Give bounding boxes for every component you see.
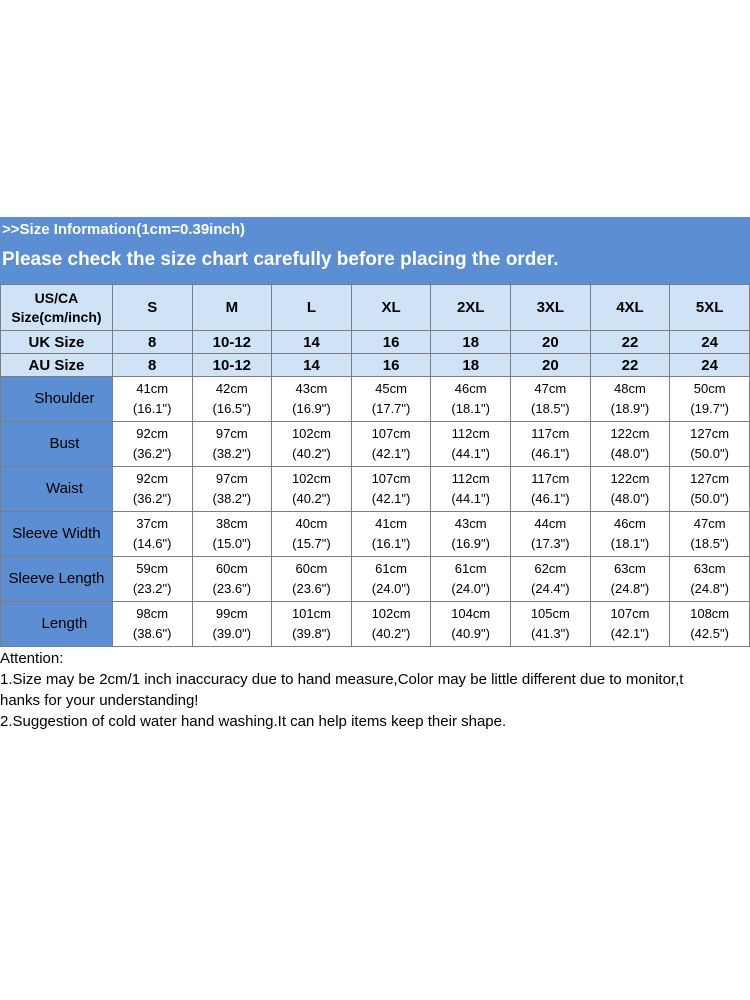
au-size-cell: 8: [112, 354, 192, 377]
size-header-cell: 3XL: [511, 285, 591, 331]
inch-value: (46.1"): [531, 491, 570, 506]
size-header-cell: 5XL: [670, 285, 750, 331]
measurement-row: [1, 602, 750, 647]
measurement-cell: [112, 467, 192, 512]
size-info-title: >>Size Information(1cm=0.39inch): [2, 221, 245, 238]
cm-value: 63cm: [614, 561, 646, 576]
uk-size-cell: 16: [351, 331, 431, 354]
inch-value: (24.8"): [610, 581, 650, 596]
measurement-cell: [192, 467, 272, 512]
inch-value: (36.2"): [132, 446, 172, 461]
inch-value: (14.6"): [132, 536, 172, 551]
cm-value: 41cm: [136, 381, 169, 396]
uk-size-cell: 14: [272, 331, 352, 354]
inch-value: (16.1"): [132, 401, 172, 416]
uk-size-label: UK Size: [1, 331, 113, 354]
cm-value: 46cm: [454, 381, 487, 396]
cm-value: 44cm: [534, 516, 567, 531]
cm-value: 63cm: [693, 561, 726, 576]
cm-value: 107cm: [371, 426, 411, 441]
measurement-cell: [351, 512, 431, 557]
measurement-cell: [670, 557, 750, 602]
size-check-notice: Please check the size chart carefully before placing the order.: [2, 249, 559, 270]
inch-value: (16.9"): [292, 401, 331, 416]
au-size-cell: 16: [351, 354, 431, 377]
uk-size-cell: 10-12: [192, 331, 272, 354]
measurement-row: [1, 467, 750, 512]
cm-value: 48cm: [614, 381, 646, 396]
cm-value: 45cm: [375, 381, 407, 396]
inch-value: (48.0"): [610, 446, 650, 461]
measurement-cell: [431, 377, 511, 422]
inch-value: (46.1"): [531, 446, 570, 461]
attention-note-1: 1.Size may be 2cm/1 inch inaccuracy due to hand measure,Color may be little different due to monitor,t: [0, 671, 684, 688]
inch-value: (40.9"): [451, 626, 490, 641]
measurement-label: [1, 557, 113, 602]
cm-value: 101cm: [291, 606, 331, 621]
attention-note-2: 2.Suggestion of cold water hand washing.It can help items keep their shape.: [0, 713, 507, 730]
measurement-cell: [351, 422, 431, 467]
size-chart-card: [0, 217, 750, 647]
measurement-label: [1, 512, 113, 557]
measurement-cell: [431, 557, 511, 602]
measurement-cell: [112, 512, 192, 557]
inch-value: (50.0"): [690, 446, 729, 461]
cm-value: 37cm: [136, 516, 169, 531]
inch-value: (40.2"): [371, 626, 411, 641]
inch-value: (38.6"): [132, 626, 172, 641]
measurement-cell: [590, 377, 670, 422]
measurement-cell: [511, 512, 591, 557]
inch-value: (38.2"): [212, 491, 252, 506]
measurement-row: [1, 512, 750, 557]
inch-value: (48.0"): [610, 491, 650, 506]
measurement-cell: [272, 512, 352, 557]
measurement-label: [1, 422, 113, 467]
cm-value: 102cm: [291, 426, 331, 441]
measurement-cell: [192, 377, 272, 422]
measurement-label: [1, 377, 113, 422]
inch-value: (42.1"): [371, 491, 411, 506]
uk-size-cell: 18: [431, 331, 511, 354]
inch-value: (40.2"): [292, 446, 331, 461]
cm-value: 50cm: [693, 381, 726, 396]
cm-value: 127cm: [690, 471, 730, 486]
size-header-cell: 2XL: [431, 285, 511, 331]
measurement-label-text: Sleeve Length: [8, 570, 105, 587]
attention-notes: [0, 648, 750, 732]
measurement-cell: [431, 422, 511, 467]
au-size-label: AU Size: [1, 354, 113, 377]
cm-value: 127cm: [690, 426, 730, 441]
size-header-cell: 4XL: [590, 285, 670, 331]
inch-value: (42.5"): [690, 626, 729, 641]
size-header-cell: M: [192, 285, 272, 331]
measurement-cell: [272, 557, 352, 602]
measurement-cell: [192, 557, 272, 602]
inch-value: (17.7"): [371, 401, 411, 416]
inch-value: (40.2"): [292, 491, 331, 506]
uk-size-cell: 22: [590, 331, 670, 354]
cm-value: 102cm: [291, 471, 331, 486]
au-size-cell: 18: [431, 354, 511, 377]
au-size-cell: 14: [272, 354, 352, 377]
inch-value: (24.8"): [690, 581, 729, 596]
measurement-cell: [511, 467, 591, 512]
measurement-cell: [272, 602, 352, 647]
measurement-cell: [670, 602, 750, 647]
size-info-banner: [0, 217, 750, 284]
measurement-cell: [351, 557, 431, 602]
measurement-cell: [272, 377, 352, 422]
inch-value: (50.0"): [690, 491, 729, 506]
cm-value: 117cm: [531, 471, 570, 486]
cm-value: 43cm: [295, 381, 328, 396]
measurement-cell: [351, 602, 431, 647]
measurement-label-text: Shoulder: [34, 390, 95, 407]
measurement-cell: [511, 557, 591, 602]
inch-value: (16.9"): [451, 536, 490, 551]
cm-value: 47cm: [693, 516, 726, 531]
au-size-cell: 22: [590, 354, 670, 377]
inch-value: (39.8"): [292, 626, 331, 641]
cm-value: 99cm: [215, 606, 248, 621]
inch-value: (19.7"): [690, 401, 729, 416]
measurement-cell: [511, 422, 591, 467]
inch-value: (23.6"): [212, 581, 252, 596]
measurement-cell: [351, 377, 431, 422]
inch-value: (44.1"): [451, 446, 490, 461]
size-table: [0, 284, 750, 647]
cm-value: 59cm: [136, 561, 169, 576]
measurement-cell: [272, 422, 352, 467]
measurement-cell: [112, 557, 192, 602]
measurement-cell: [670, 467, 750, 512]
measurement-cell: [192, 602, 272, 647]
inch-value: (41.3"): [531, 626, 570, 641]
measurement-label-text: Bust: [49, 435, 80, 452]
cm-value: 122cm: [610, 426, 650, 441]
corner-label-line2: Size(cm/inch): [11, 308, 102, 325]
inch-value: (16.1"): [371, 536, 411, 551]
cm-value: 104cm: [451, 606, 491, 621]
cm-value: 102cm: [371, 606, 411, 621]
measurement-cell: [670, 377, 750, 422]
cm-value: 92cm: [136, 471, 169, 486]
cm-value: 108cm: [690, 606, 730, 621]
cm-value: 62cm: [534, 561, 567, 576]
uk-size-cell: 24: [670, 331, 750, 354]
size-header-cell: S: [112, 285, 192, 331]
us-size-header-row: [1, 285, 750, 331]
inch-value: (15.0"): [212, 536, 252, 551]
measurement-label-text: Length: [41, 615, 88, 632]
cm-value: 47cm: [534, 381, 567, 396]
measurement-cell: [511, 602, 591, 647]
au-size-row: [1, 354, 750, 377]
cm-value: 46cm: [614, 516, 646, 531]
inch-value: (24.4"): [531, 581, 570, 596]
measurement-cell: [112, 602, 192, 647]
inch-value: (24.0"): [371, 581, 411, 596]
cm-value: 107cm: [610, 606, 650, 621]
measurement-label: [1, 602, 113, 647]
cm-value: 43cm: [454, 516, 487, 531]
measurement-cell: [431, 467, 511, 512]
cm-value: 112cm: [451, 471, 490, 486]
cm-value: 38cm: [215, 516, 248, 531]
inch-value: (42.1"): [371, 446, 411, 461]
corner-label: [1, 285, 113, 331]
inch-value: (18.1"): [610, 536, 650, 551]
inch-value: (15.7"): [292, 536, 331, 551]
cm-value: 97cm: [215, 471, 248, 486]
inch-value: (17.3"): [531, 536, 570, 551]
cm-value: 41cm: [375, 516, 407, 531]
measurement-cell: [351, 467, 431, 512]
measurement-cell: [272, 467, 352, 512]
measurement-cell: [590, 512, 670, 557]
au-size-cell: 10-12: [192, 354, 272, 377]
cm-value: 60cm: [295, 561, 328, 576]
uk-size-row: [1, 331, 750, 354]
cm-value: 42cm: [215, 381, 248, 396]
measurement-cell: [670, 422, 750, 467]
measurement-row: [1, 377, 750, 422]
uk-size-cell: 8: [112, 331, 192, 354]
measurement-label-text: Sleeve Width: [12, 525, 101, 542]
size-header-cell: L: [272, 285, 352, 331]
measurement-cell: [590, 467, 670, 512]
measurement-cell: [670, 512, 750, 557]
measurement-cell: [431, 512, 511, 557]
measurement-cell: [112, 422, 192, 467]
cm-value: 40cm: [295, 516, 328, 531]
attention-note-1-continued: hanks for your understanding!: [0, 692, 199, 709]
cm-value: 61cm: [375, 561, 407, 576]
cm-value: 98cm: [136, 606, 169, 621]
cm-value: 97cm: [215, 426, 248, 441]
inch-value: (38.2"): [212, 446, 252, 461]
corner-label-line1: US/CA: [34, 289, 79, 306]
measurement-rows: [1, 377, 750, 647]
inch-value: (18.5"): [531, 401, 570, 416]
measurement-label: [1, 467, 113, 512]
measurement-cell: [192, 422, 272, 467]
measurement-cell: [192, 512, 272, 557]
au-size-cell: 24: [670, 354, 750, 377]
cm-value: 107cm: [371, 471, 411, 486]
measurement-row: [1, 422, 750, 467]
measurement-cell: [590, 602, 670, 647]
inch-value: (24.0"): [451, 581, 490, 596]
cm-value: 61cm: [454, 561, 487, 576]
attention-heading: Attention:: [0, 650, 64, 667]
cm-value: 60cm: [215, 561, 248, 576]
inch-value: (39.0"): [212, 626, 252, 641]
measurement-label-text: Waist: [45, 480, 83, 497]
inch-value: (16.5"): [212, 401, 252, 416]
cm-value: 92cm: [136, 426, 169, 441]
inch-value: (18.9"): [610, 401, 650, 416]
cm-value: 105cm: [530, 606, 570, 621]
measurement-row: [1, 557, 750, 602]
inch-value: (42.1"): [610, 626, 650, 641]
uk-size-cell: 20: [511, 331, 591, 354]
size-header-cell: XL: [351, 285, 431, 331]
inch-value: (44.1"): [451, 491, 490, 506]
cm-value: 122cm: [610, 471, 650, 486]
inch-value: (23.6"): [292, 581, 331, 596]
inch-value: (18.1"): [451, 401, 490, 416]
cm-value: 117cm: [531, 426, 570, 441]
measurement-cell: [590, 557, 670, 602]
measurement-cell: [590, 422, 670, 467]
inch-value: (18.5"): [690, 536, 729, 551]
measurement-cell: [112, 377, 192, 422]
inch-value: (36.2"): [132, 491, 172, 506]
cm-value: 112cm: [451, 426, 490, 441]
measurement-cell: [431, 602, 511, 647]
au-size-cell: 20: [511, 354, 591, 377]
measurement-cell: [511, 377, 591, 422]
inch-value: (23.2"): [132, 581, 172, 596]
